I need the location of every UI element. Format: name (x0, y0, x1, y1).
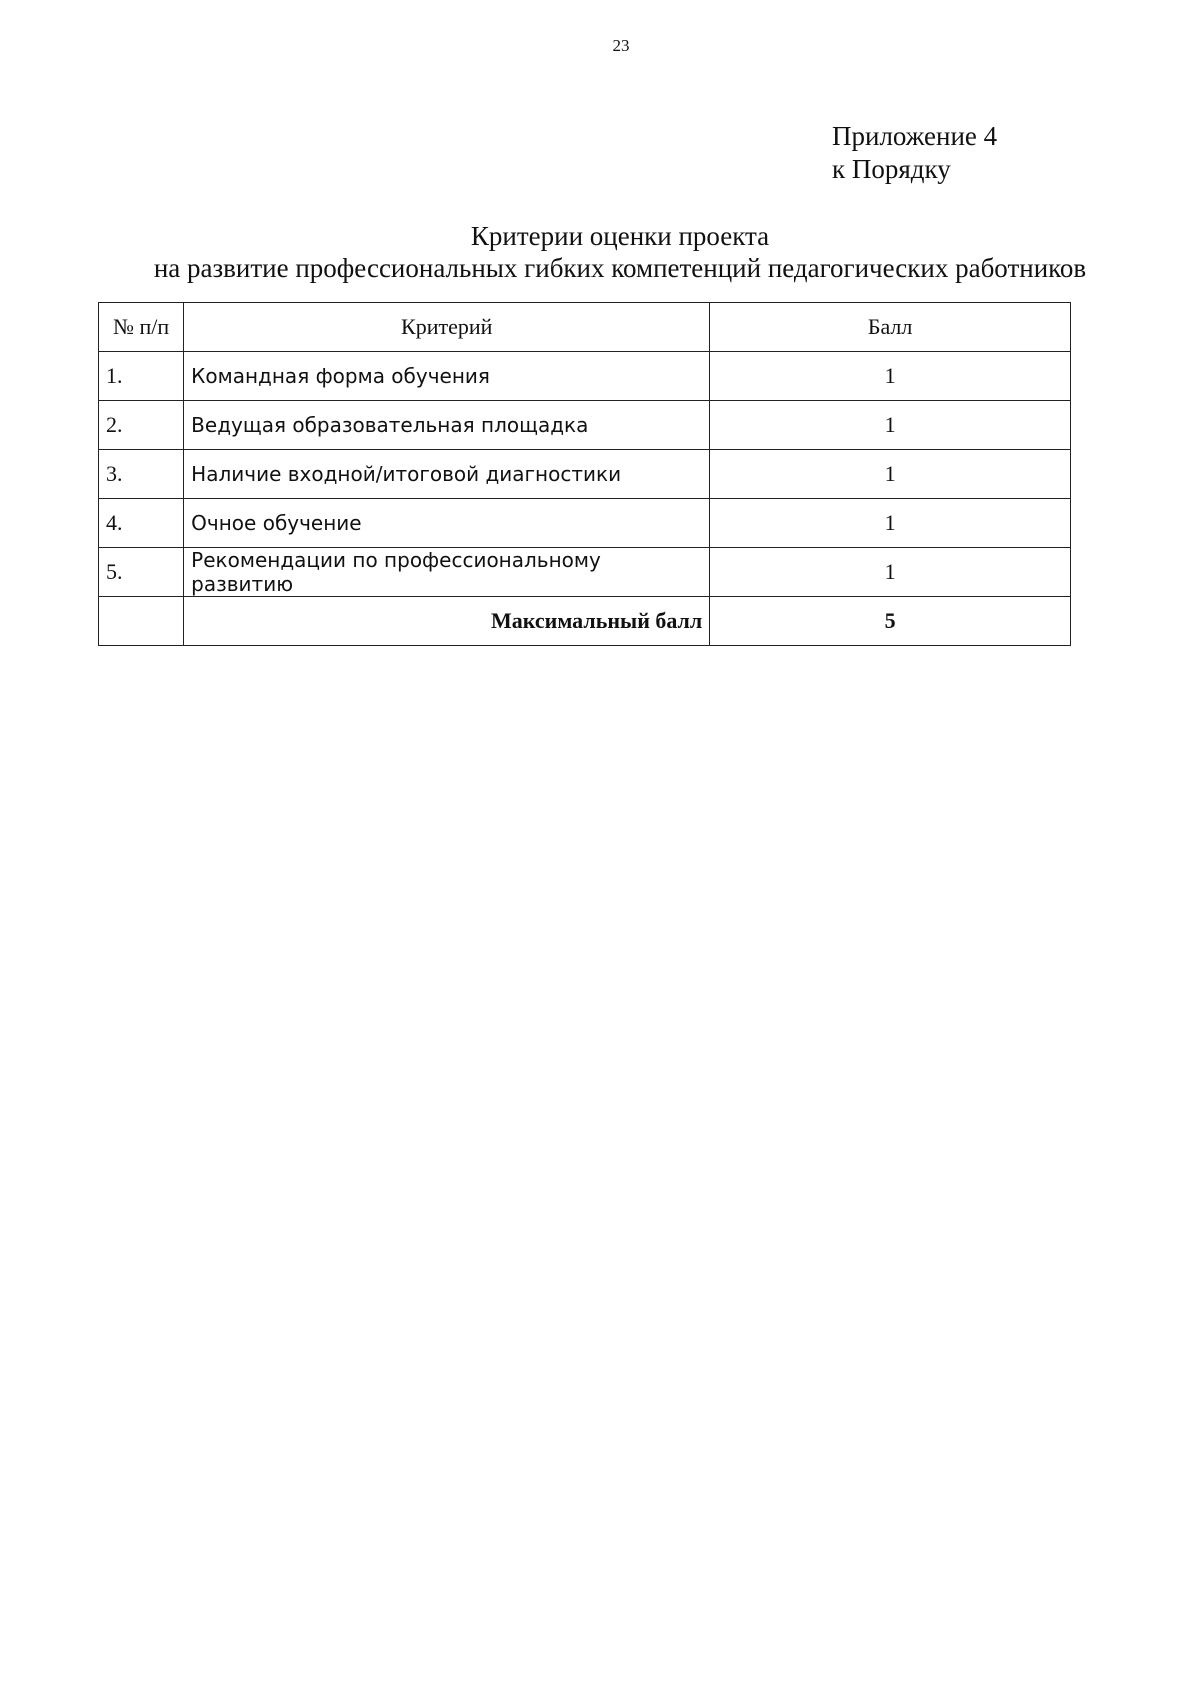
row-num: 5. (99, 548, 184, 597)
row-score: 1 (710, 401, 1071, 450)
header-score: Балл (710, 303, 1071, 352)
title-line-2: на развитие профессиональных гибких компетенций педагогических работников (153, 253, 1087, 283)
total-score: 5 (710, 597, 1071, 646)
row-num: 4. (99, 499, 184, 548)
row-criterion: Наличие входной/итоговой диагностики (184, 450, 710, 499)
row-score: 1 (710, 450, 1071, 499)
table-row (99, 401, 1071, 450)
table-header-row (99, 303, 1071, 352)
appendix-reference (832, 120, 997, 186)
row-score: 1 (710, 352, 1071, 401)
row-criterion: Командная форма обучения (184, 352, 710, 401)
table-row (99, 499, 1071, 548)
total-num-empty (99, 597, 184, 646)
row-num: 1. (99, 352, 184, 401)
page-number: 23 (612, 36, 630, 55)
appendix-line-1: Приложение 4 (832, 121, 998, 151)
table-row (99, 352, 1071, 401)
row-criterion: Ведущая образовательная площадка (184, 401, 710, 450)
total-label: Максимальный балл (184, 597, 710, 646)
total-row (99, 597, 1071, 646)
criteria-table (98, 302, 1071, 646)
appendix-line-2: к Порядку (832, 154, 951, 184)
header-num: № п/п (99, 303, 184, 352)
row-num: 3. (99, 450, 184, 499)
document-title (100, 220, 1140, 284)
row-score: 1 (710, 548, 1071, 597)
row-criterion: Очное обучение (184, 499, 710, 548)
title-line-1: Критерии оценки проекта (470, 221, 770, 251)
row-score: 1 (710, 499, 1071, 548)
header-criterion: Критерий (184, 303, 710, 352)
row-criterion: Рекомендации по профессиональному развитию (184, 548, 710, 597)
table-row (99, 548, 1071, 597)
table-row (99, 450, 1071, 499)
row-num: 2. (99, 401, 184, 450)
